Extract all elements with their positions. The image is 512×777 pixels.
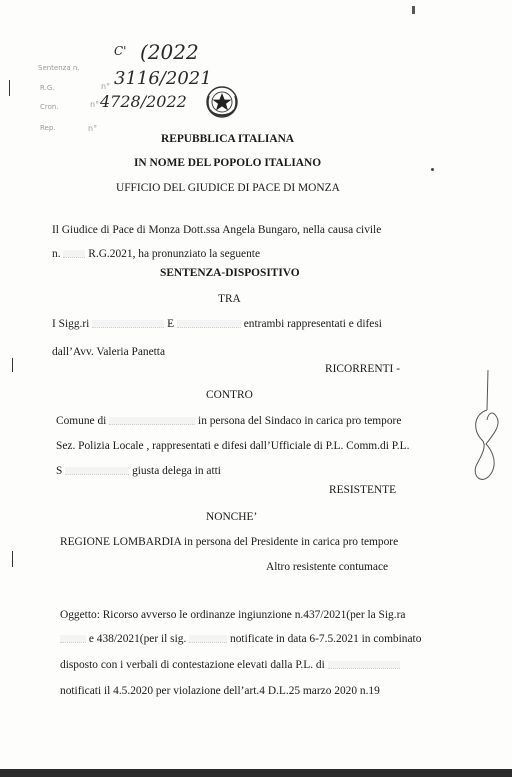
stamp-label: Sentenza n.	[38, 64, 80, 72]
ricorrenti-label: RICORRENTI -	[325, 363, 400, 375]
redacted-field	[109, 417, 195, 425]
represented-label: entrambi rappresentati e difesi	[243, 318, 382, 330]
nonche-label: NONCHE’	[206, 511, 258, 523]
dot-mark	[431, 168, 434, 171]
stamp-prefix: n°	[101, 82, 111, 91]
document-subheading: IN NOME DEL POPOLO ITALIANO	[134, 157, 322, 169]
stamp-label: Cron.	[40, 103, 59, 111]
regione-line: REGIONE LOMBARDIA in persona del Presidente in carica pro tempore	[60, 536, 399, 548]
contro-label: CONTRO	[206, 389, 253, 401]
redacted-field	[92, 320, 164, 328]
margin-mark	[9, 80, 10, 96]
republic-emblem	[204, 84, 240, 120]
parties-line	[52, 318, 382, 330]
case-number-suffix: R.G.2021, ha pronunziato la seguente	[88, 248, 261, 260]
sez-line: Sez. Polizia Locale , rappresentati e difesi dall’Ufficiale di P.L. Comm.di P.L.	[56, 440, 410, 452]
redacted-field	[328, 661, 400, 669]
delega-prefix: S	[56, 465, 63, 477]
oggetto-fragment: disposto con i verbali di contestazione elevati dalla P.L. di	[60, 659, 325, 671]
redacted-field	[189, 635, 227, 643]
intro-line: Il Giudice di Pace di Monza Dott.ssa Angela Bungaro, nella causa civile	[52, 224, 382, 236]
oggetto-line	[60, 659, 400, 671]
oggetto-fragment: e 438/2021(per il sig.	[88, 633, 187, 645]
stamp-label: R.G.	[40, 84, 55, 92]
margin-mark	[12, 551, 13, 567]
delega-label: giusta delega in atti	[132, 465, 221, 477]
oggetto-fragment: notificate in data 6-7.5.2021 in combinato	[230, 633, 422, 645]
case-number-prefix: n.	[52, 248, 61, 260]
handwritten-number: 4728/2022	[100, 92, 187, 111]
redacted-field	[177, 320, 241, 328]
handwritten-prefix: C'	[114, 44, 127, 58]
lawyer-line: dall’Avv. Valeria Panetta	[52, 346, 166, 358]
margin-mark	[12, 358, 13, 372]
stamp-prefix: n°	[88, 124, 98, 133]
signature-scribble	[470, 368, 506, 490]
office-title: UFFICIO DEL GIUDICE DI PACE DI MONZA	[116, 182, 340, 194]
altro-label: Altro resistente contumace	[266, 561, 389, 573]
handwritten-number: 3116/2021	[114, 68, 212, 89]
comune-label: Comune di	[56, 415, 107, 427]
comune-role: in persona del Sindaco in carica pro tempore	[198, 415, 402, 427]
resistente-label: RESISTENTE	[329, 484, 397, 496]
oggetto-line	[60, 633, 421, 645]
sigg-label: I Sigg.ri	[52, 318, 90, 330]
oggetto-line: notificati il 4.5.2020 per violazione dell’art.4 D.L.25 marzo 2020 n.19	[60, 685, 380, 697]
intro-line	[52, 248, 260, 260]
stamp-label: Rep.	[40, 124, 56, 132]
redacted-field	[63, 250, 85, 258]
redacted-field	[60, 635, 86, 643]
sentence-title: SENTENZA-DISPOSITIVO	[160, 267, 300, 279]
and-label: E	[167, 318, 175, 330]
handwritten-number: (2022	[140, 40, 199, 64]
document-heading: REPUBBLICA ITALIANA	[161, 133, 295, 145]
corner-mark	[412, 6, 415, 14]
oggetto-line: Oggetto: Ricorso avverso le ordinanze ingiunzione n.437/2021(per la Sig.ra	[60, 609, 406, 621]
redacted-field	[65, 467, 129, 475]
tra-label: TRA	[218, 293, 241, 305]
stamp-prefix: n°	[90, 100, 100, 109]
delega-line	[56, 465, 221, 477]
comune-line	[56, 415, 401, 427]
viewer-bottom-bar	[0, 769, 512, 777]
